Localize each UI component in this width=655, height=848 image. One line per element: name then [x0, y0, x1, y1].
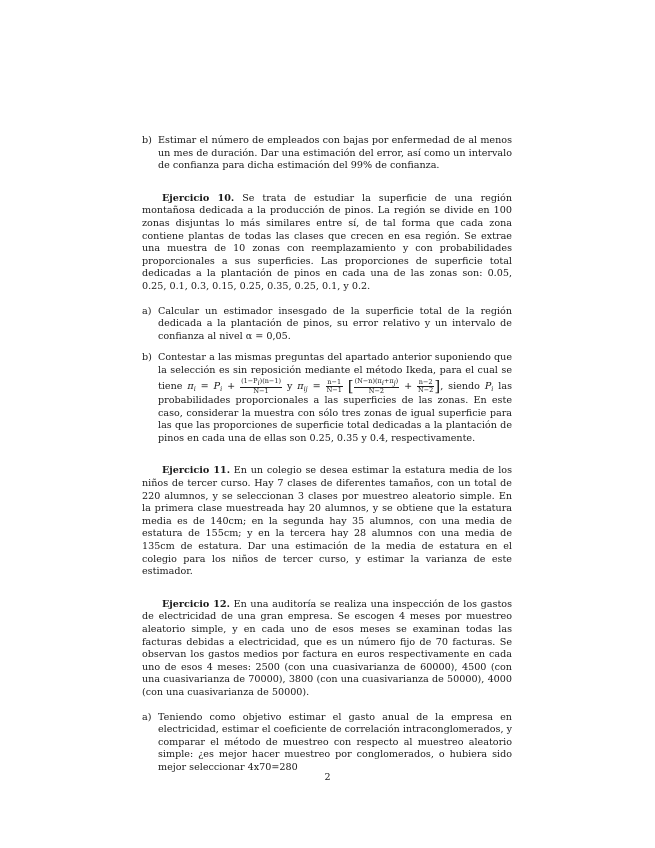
- fraction-2: $\frac{n-1}{N-1}$: [326, 377, 342, 394]
- formula-sub: i: [220, 384, 223, 393]
- plus-sign: +: [399, 380, 418, 392]
- item-label: b): [142, 135, 152, 146]
- and-word: y: [282, 380, 298, 392]
- page-number: 2: [324, 772, 331, 783]
- item-text: Teniendo como objetivo estimar el gasto anual de la empresa en electricidad, estimar el coeficiente de correlación intraconglomerados, y comparar el método de muestreo con respecto al muestreo aleatorio simple: ¿es mejor hacer muestreo por conglomerados, o hubiera sido mejor seleccionar 4x70=280: [158, 711, 512, 773]
- formula-p: P: [484, 380, 492, 392]
- formula-p: P: [213, 380, 221, 392]
- item-label: b): [142, 352, 152, 364]
- equals-sign: =: [307, 380, 326, 392]
- las-word: las: [493, 380, 512, 392]
- equals-sign: =: [195, 380, 214, 392]
- fraction-3: $\frac{(N-n)(\pi i+\pi j)}{N-2}$: [354, 376, 399, 395]
- exercise-heading: Ejercicio 10.: [162, 192, 235, 204]
- item-b-intro: [142, 135, 512, 173]
- exercise-12: [142, 599, 512, 700]
- exercise-heading: Ejercicio 11.: [162, 465, 231, 477]
- item-text-2: probabilidades proporcionales a las superficies de las zonas. En este caso, considerar la muestra con sólo tres zonas de igual superficie para las que las proporciones de superficie total dedicadas a la plantación de pinos en cada una de ellas son 0.25, 0.35 y 0.4, respectivamente.: [158, 395, 512, 444]
- formula-pi-i: $\pi_i$: [187, 380, 196, 393]
- exercise-body: Se trata de estudiar la superficie de una región montañosa dedicada a la producción de pinos. La región se divide en 100 zonas disjuntas lo más similares entre sí, de tal forma que cada zona contiene plantas de todas las clases que crecen en esa región. Se extrae una muestra de 10 zonas con reemplazamiento y con probabilidades proporcionales a sus superficies. Las proporciones de superficie total dedicadas a la plantación de pinos en cada una de las zonas son: 0.05, 0.25, 0.1, 0.3, 0.15, 0.25, 0.35, 0.25, 0.1, y 0.2.: [142, 192, 513, 292]
- plus-sign: +: [222, 380, 241, 392]
- exercise-10: [142, 193, 512, 294]
- formula-pi-ij: $\pi_{ij}$: [297, 380, 308, 393]
- item-a-ex12: [142, 712, 512, 775]
- exercise-heading: Ejercicio 12.: [162, 598, 230, 610]
- item-b-ex10: [142, 352, 512, 445]
- document-body: [142, 135, 512, 775]
- item-text: [158, 352, 512, 445]
- item-a-ex10: [142, 306, 512, 344]
- exercise-body: En una auditoría se realiza una inspección de los gastos de electricidad de una gran empresa. Se escogen 4 meses por muestreo aleatorio simple, y en cada uno de esos meses se examinan todas las facturas debidas a electricidad, que es un número fijo de 70 facturas. Se observan los gastos medios por factura en euros respectivamente en cada uno de esos 4 meses: 2500 (con una cuasivarianza de 60000), 4500 (con una cuasivarianza de 70000), 3800 (con una cuasivarianza de 50000), 4000 (con una cuasivarianza de 50000).: [142, 598, 512, 698]
- formula-sub: i: [491, 384, 494, 393]
- exercise-11: [142, 465, 512, 578]
- fraction-1: $\frac{(1-Pi)(n-1)}{N-1}$: [241, 376, 282, 395]
- item-text-1: Contestar a las mismas preguntas del apartado anterior suponiendo que la selección es sin reposición mediante el método Ikeda, para el cual se tiene: [158, 352, 512, 392]
- item-label: a): [142, 305, 152, 317]
- bracket-open: [: [347, 376, 354, 395]
- item-text: Calcular un estimador insesgado de la superficie total de la región dedicada a la plantación de pinos, su error relativo y un intervalo de confianza al nivel α = 0,05.: [158, 305, 512, 342]
- bracket-close: ]: [434, 376, 441, 395]
- fraction-4: $\frac{n-2}{N-2}$: [418, 377, 434, 394]
- item-text: Estimar el número de empleados con bajas por enfermedad de al menos un mes de duración. Dar una estimación del error, así como un intervalo de confianza para dicha estimación del 99% de confianza.: [158, 135, 512, 172]
- exercise-body: En un colegio se desea estimar la estatura media de los niños de tercer curso. Hay 7 clases de diferentes tamaños, con un total de 220 alumnos, y se seleccionan 3 clases por muestreo aleatorio simple. En la primera clase muestreada hay 20 alumnos, y se obtiene que la estatura media es de 140cm; en la segunda hay 35 alumnos, con una media de estatura de 155cm; y en la tercera hay 28 alumnos con una media de 135cm de estatura. Dar una estimación de la media de estatura en el colegio para los niños de tercer curso, y estimar la varianza de este estimador.: [142, 465, 512, 578]
- item-label: a): [142, 711, 152, 723]
- siendo-word: , siendo: [440, 380, 485, 392]
